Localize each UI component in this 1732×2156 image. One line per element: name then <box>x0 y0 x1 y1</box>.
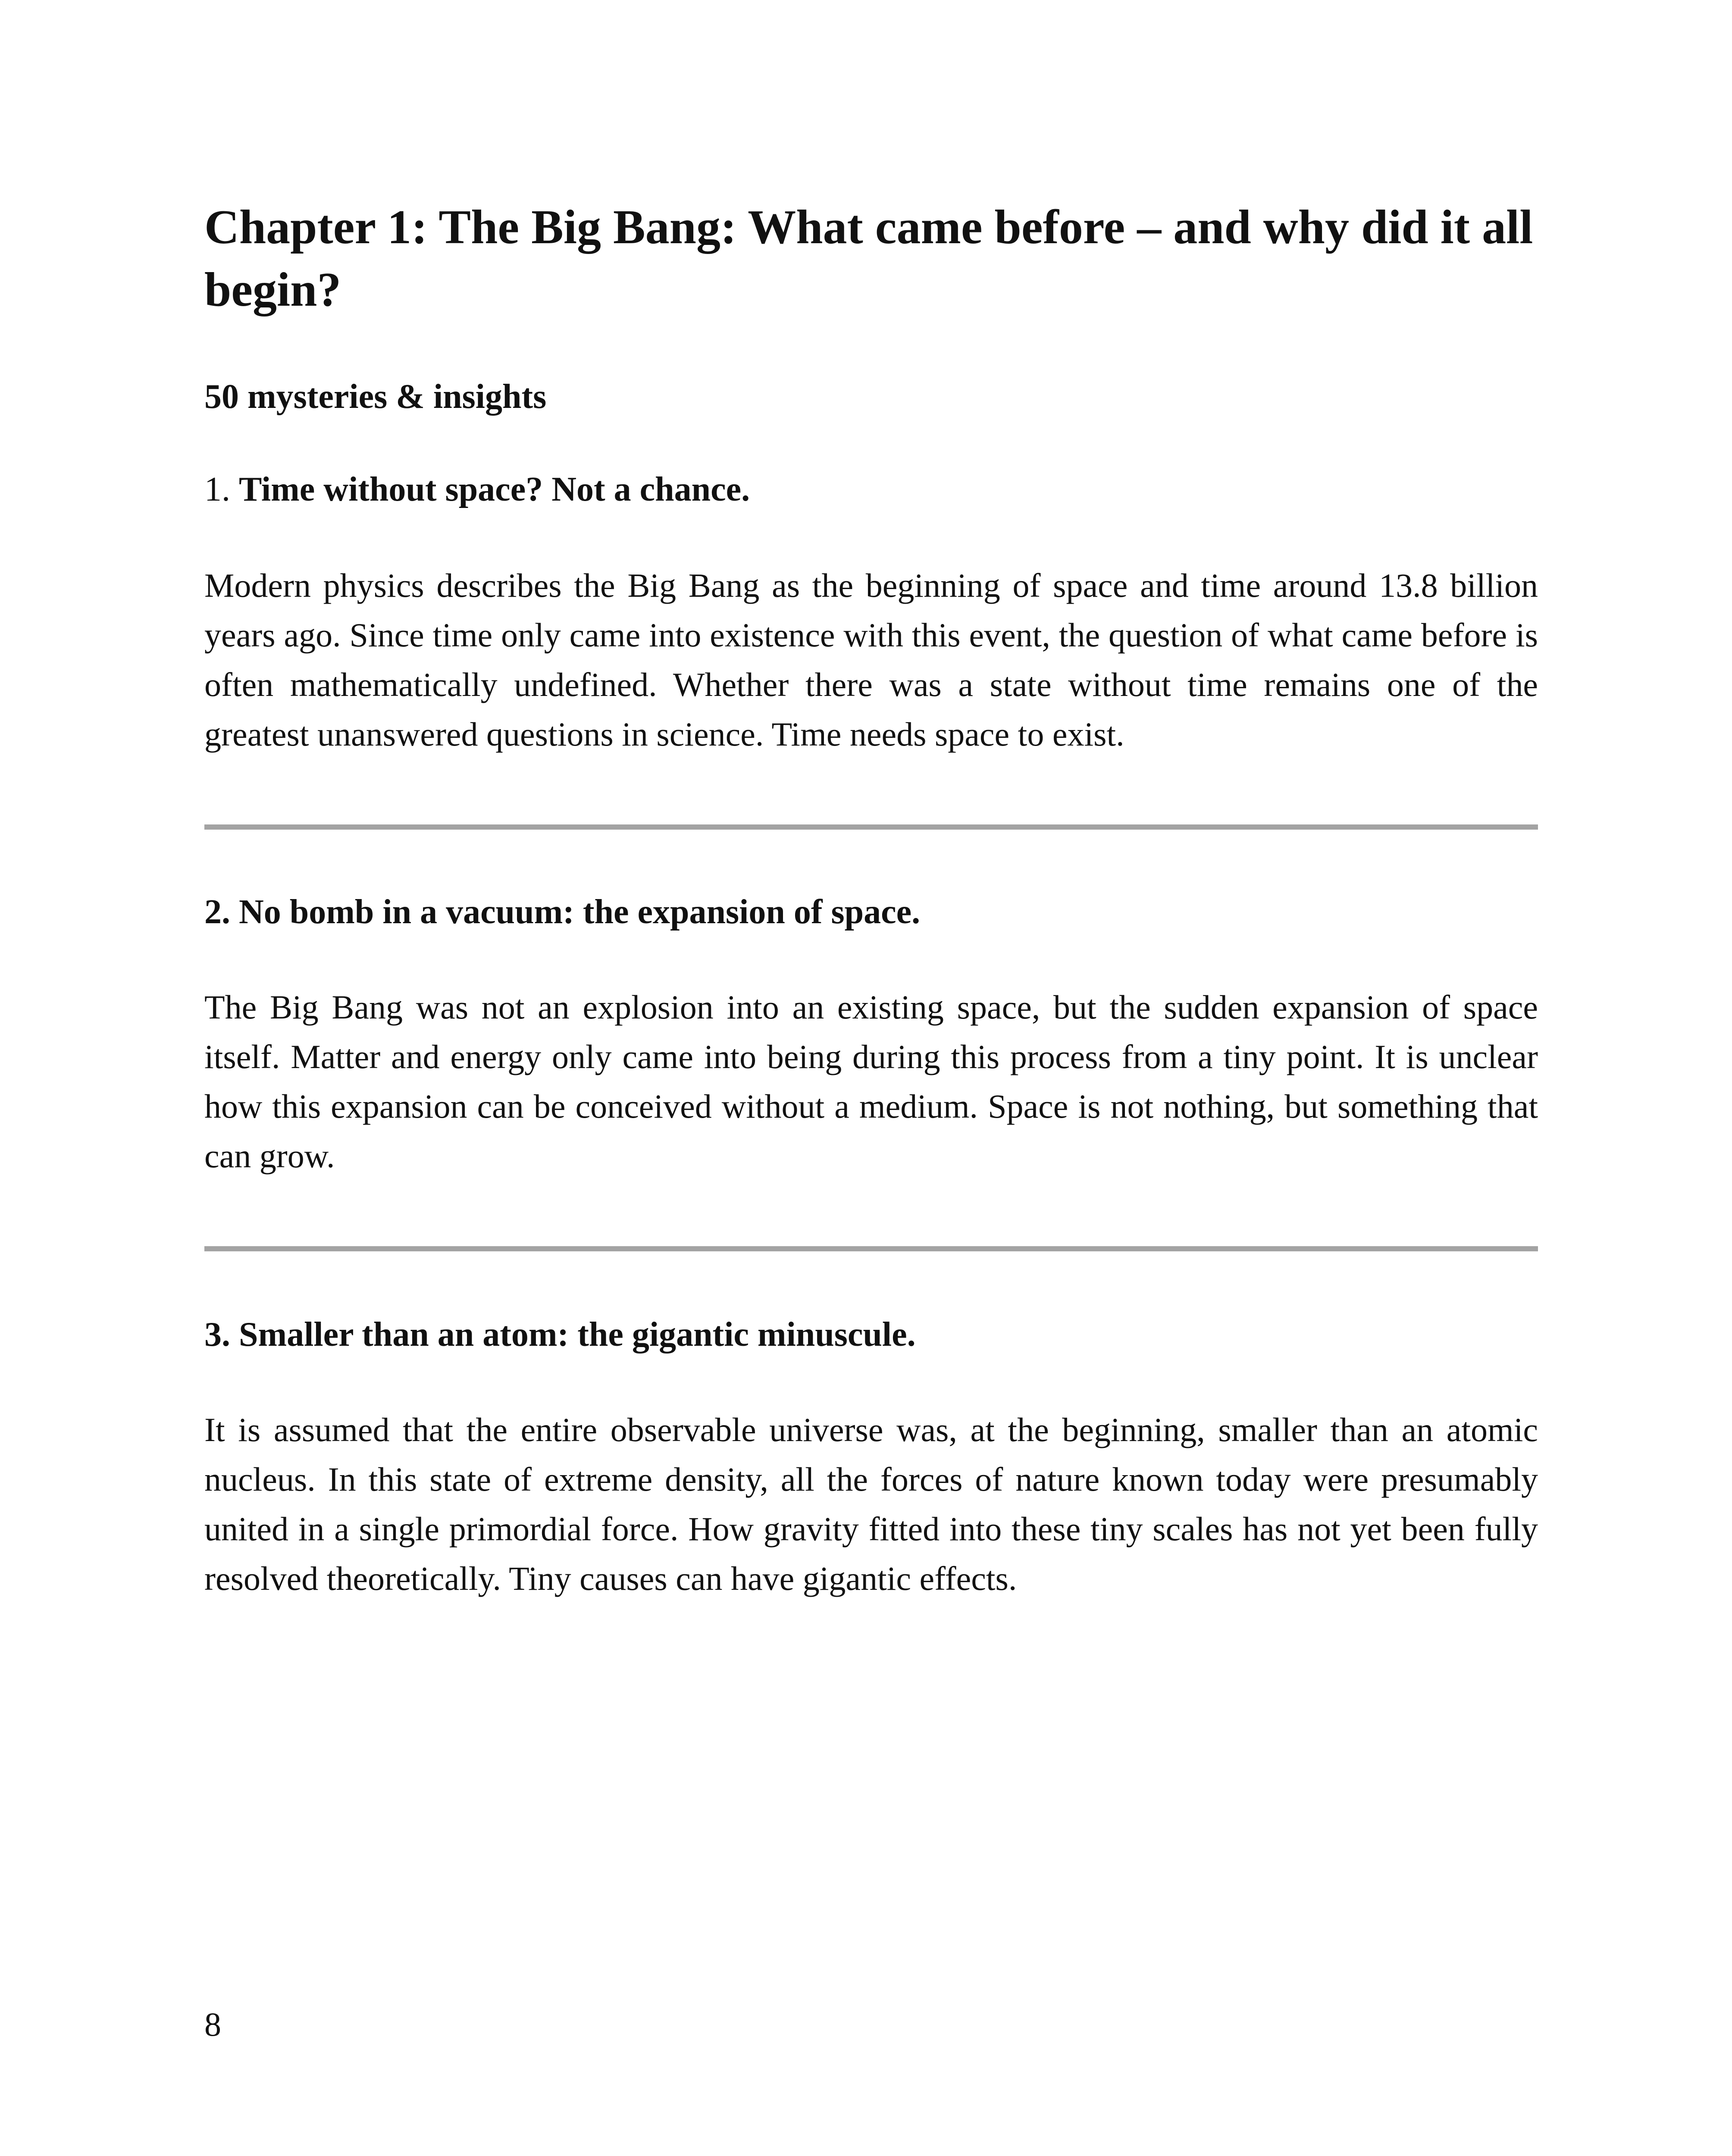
item-body-1: Modern physics describes the Big Bang as the beginning of space and time around 13.8 billion years ago. Since time only came into existence with this event, the question of what came before is often mathematically undefined. Whether there was a state without time remains one of the greatest unanswered questions in science. Time needs space to exist. <box>204 567 1538 753</box>
section-divider <box>204 1246 1538 1251</box>
chapter-title: Chapter 1: The Big Bang: What came before – and why did it all begin? <box>204 201 1533 317</box>
section-divider <box>204 824 1538 830</box>
item-number-2: 2. <box>204 893 230 931</box>
item-number-1: 1. <box>204 470 230 508</box>
item-heading-1 <box>204 468 1538 511</box>
item-title-3: Smaller than an atom: the gigantic minuscule. <box>239 1316 916 1354</box>
item-heading-2 <box>204 890 1538 934</box>
chapter-subtitle: 50 mysteries & insights <box>204 378 547 416</box>
item-body-3: It is assumed that the entire observable universe was, at the beginning, smaller than an atomic nucleus. In this state of extreme density, all the forces of nature known today were presumably united in a single primordial force. How gravity fitted into these tiny scales has not yet been fully resolved theoretically. Tiny causes can have gigantic effects. <box>204 1411 1538 1597</box>
item-title-2: No bomb in a vacuum: the expansion of space. <box>239 893 921 931</box>
item-number-3: 3. <box>204 1316 230 1354</box>
item-body-2: The Big Bang was not an explosion into an existing space, but the sudden expansion of space itself. Matter and energy only came into being during this process from a tiny point. It is unclear how this expansion can be conceived without a medium. Space is not nothing, but something that can grow. <box>204 988 1538 1175</box>
item-heading-3 <box>204 1313 1538 1356</box>
item-title-1: Time without space? Not a chance. <box>239 470 750 508</box>
page-number: 8 <box>204 2006 221 2043</box>
